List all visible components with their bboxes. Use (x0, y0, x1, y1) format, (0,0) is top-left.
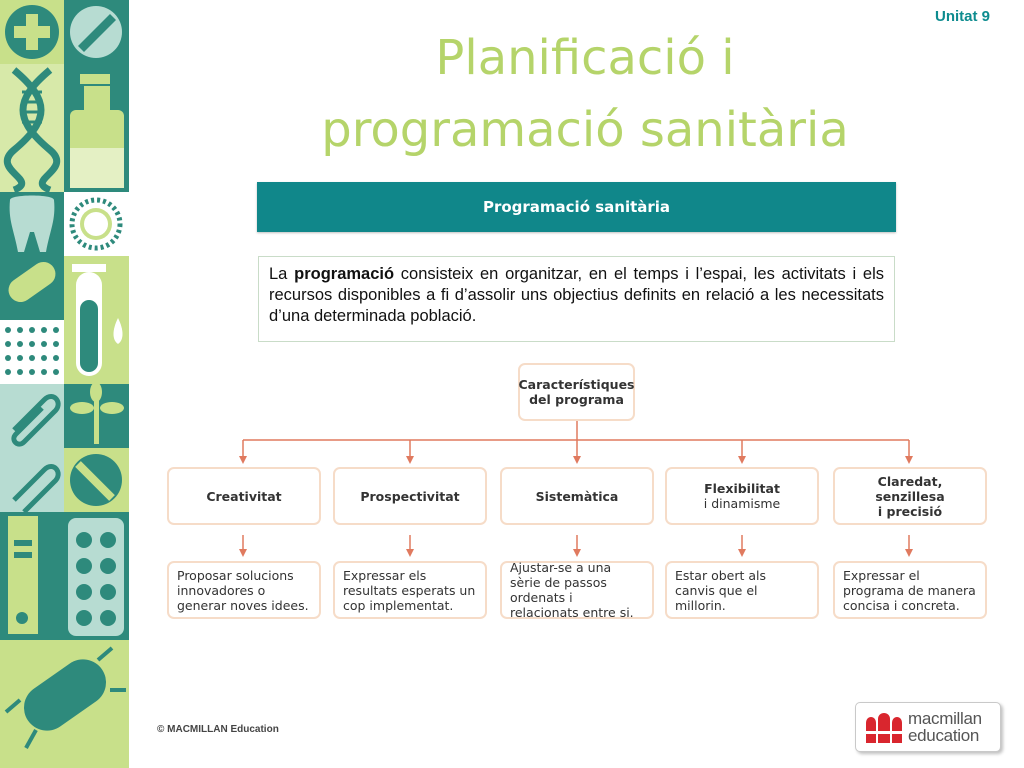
characteristic-title: Sistemàtica (535, 488, 619, 504)
characteristic-title-line-2: i precisió (877, 503, 943, 519)
description-text: Expressar els resultats esperats un cop implementat. (343, 567, 476, 613)
characteristic-claredat (833, 467, 987, 525)
characteristic-prospectivitat (333, 467, 487, 525)
characteristic-title-line-2: i dinamisme (703, 496, 781, 511)
description-prospectivitat (333, 561, 487, 619)
logo-text-line-1: macmillan (908, 709, 982, 728)
definition-lead: La (269, 265, 295, 283)
characteristic-title: Prospectivitat (360, 488, 460, 504)
characteristic-title: Creativitat (206, 488, 282, 504)
title-line-1: Planificació i (435, 30, 735, 86)
characteristic-sistematica (500, 467, 654, 525)
copyright-notice: © MACMILLAN Education (157, 724, 279, 735)
root-line-2: del programa (529, 392, 624, 407)
description-text: Expressar el programa de manera concisa i concreta. (843, 567, 976, 613)
description-text: Ajustar-se a una sèrie de passos ordenats i relacionats entre si. (510, 560, 634, 620)
description-text: Proposar solucions innovadores o generar noves idees. (177, 567, 309, 613)
description-creativitat (167, 561, 321, 619)
characteristic-title: Flexibilitat (704, 481, 780, 496)
description-flexibilitat (665, 561, 819, 619)
root-line-1: Característiques (518, 377, 635, 392)
publisher-logo (855, 702, 1001, 752)
definition-term: programació (294, 265, 395, 283)
definition-text: consisteix en organitzar, en el temps i l’espai, les activitats i els recursos disponibles a fi d’assolir uns objectius definits en relació a les necessitats d’una determinada població. (269, 265, 885, 325)
title-line-2: programació sanitària (321, 102, 849, 158)
characteristic-flexibilitat (665, 467, 819, 525)
characteristic-title: Claredat, senzillesa (875, 473, 945, 504)
unit-label: Unitat 9 (934, 8, 990, 25)
diagram-root-node (518, 363, 635, 421)
section-banner: Programació sanitària (257, 182, 896, 232)
description-sistematica (500, 561, 654, 619)
logo-text-line-2: education (908, 726, 980, 745)
description-claredat (833, 561, 987, 619)
description-text: Estar obert als canvis que el millorin. (675, 567, 767, 613)
macmillan-logo-icon (864, 709, 904, 745)
characteristic-creativitat (167, 467, 321, 525)
